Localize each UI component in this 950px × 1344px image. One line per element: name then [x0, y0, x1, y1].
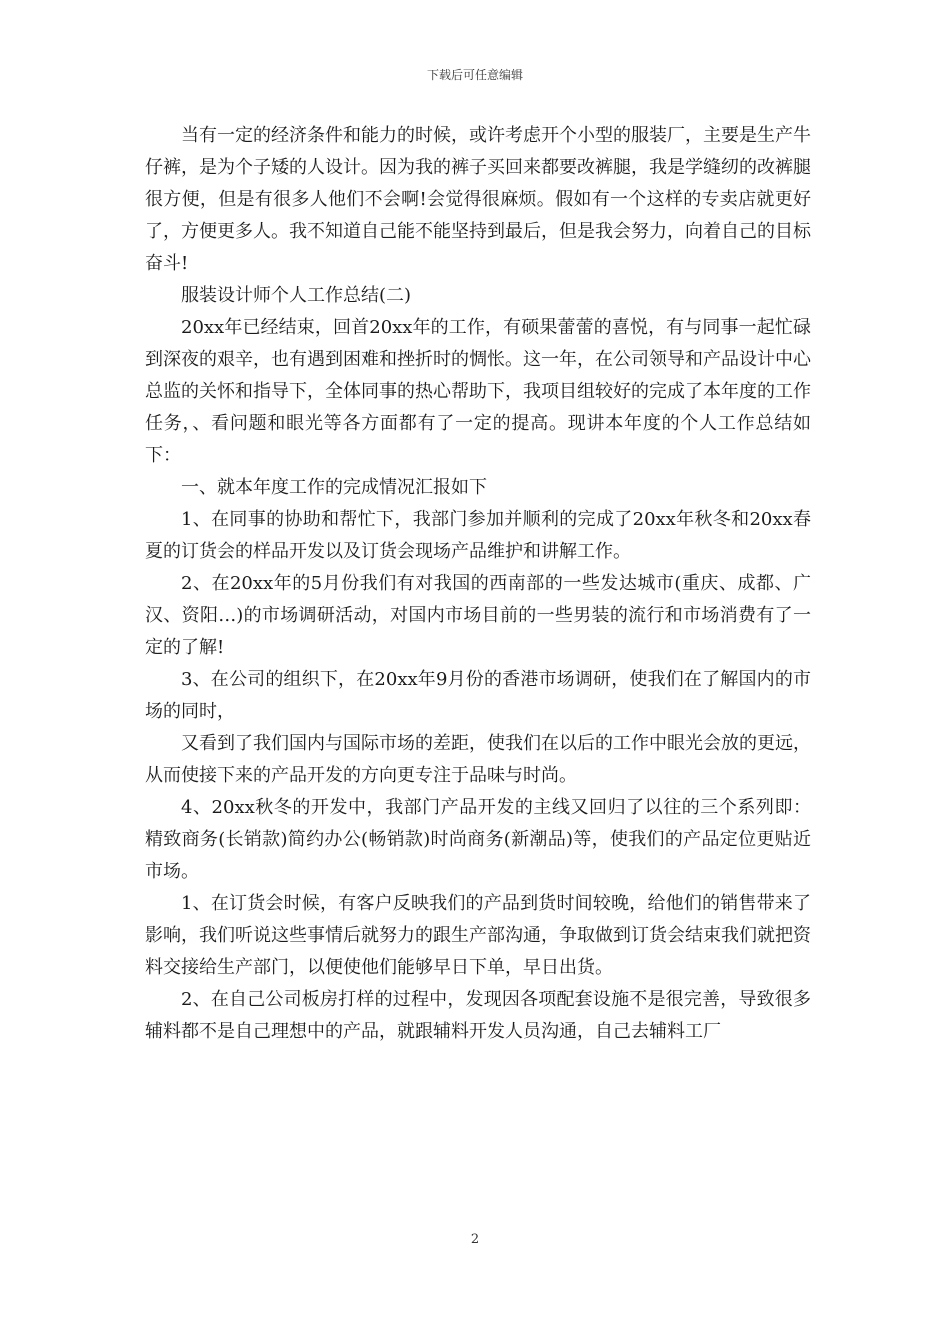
document-body	[145, 120, 811, 1048]
paragraph: 20xx年已经结束，回首20xx年的工作，有硕果蕾蕾的喜悦，有与同事一起忙碌到深夜的艰辛，也有遇到困难和挫折时的惆怅。这一年，在公司领导和产品设计中心总监的关怀和指导下，全体同事的热心帮助下，我项目组较好的完成了本年度的工作任务，、看问题和眼光等各方面都有了一定的提高。现讲本年度的个人工作总结如下：	[145, 317, 811, 466]
section-heading: 服装设计师个人工作总结(二)	[181, 285, 412, 306]
list-item: 3、在公司的组织下，在20xx年9月份的香港市场调研，使我们在了解国内的市场的同时，	[145, 669, 811, 722]
paragraph: 当有一定的经济条件和能力的时候，或许考虑开个小型的服装厂，主要是生产牛仔裤，是为个子矮的人设计。因为我的裤子买回来都要改裤腿，我是学缝纫的改裤腿很方便，但是有很多人他们不会啊!会觉得很麻烦。假如有一个这样的专卖店就更好了，方便更多人。我不知道自己能不能坚持到最后，但是我会努力，向着自己的目标奋斗!	[145, 125, 811, 274]
list-heading: 一、就本年度工作的完成情况汇报如下	[181, 477, 487, 498]
page-header: 下载后可任意编辑	[426, 68, 523, 82]
list-item: 2、在自己公司板房打样的过程中，发现因各项配套设施不是很完善，导致很多辅料都不是自己理想中的产品，就跟辅料开发人员沟通，自己去辅料工厂	[145, 989, 811, 1042]
paragraph: 又看到了我们国内与国际市场的差距，使我们在以后的工作中眼光会放的更远，从而使接下来的产品开发的方向更专注于品味与时尚。	[145, 733, 811, 786]
list-item: 2、在20xx年的5月份我们有对我国的西南部的一些发达城市(重庆、成都、广汉、资阳…)的市场调研活动，对国内市场目前的一些男装的流行和市场消费有了一定的了解!	[145, 573, 811, 658]
list-item: 1、在同事的协助和帮忙下，我部门参加并顺利的完成了20xx年秋冬和20xx春夏的订货会的样品开发以及订货会现场产品维护和讲解工作。	[145, 509, 811, 562]
list-item: 4、20xx秋冬的开发中，我部门产品开发的主线又回归了以往的三个系列即：精致商务(长销款)简约办公(畅销款)时尚商务(新潮品)等，使我们的产品定位更贴近市场。	[145, 797, 811, 882]
list-item: 1、在订货会时候，有客户反映我们的产品到货时间较晚，给他们的销售带来了影响，我们听说这些事情后就努力的跟生产部沟通，争取做到订货会结束我们就把资料交接给生产部门，以便使他们能够早日下单，早日出货。	[145, 893, 811, 978]
page-number: 2	[470, 1232, 480, 1247]
